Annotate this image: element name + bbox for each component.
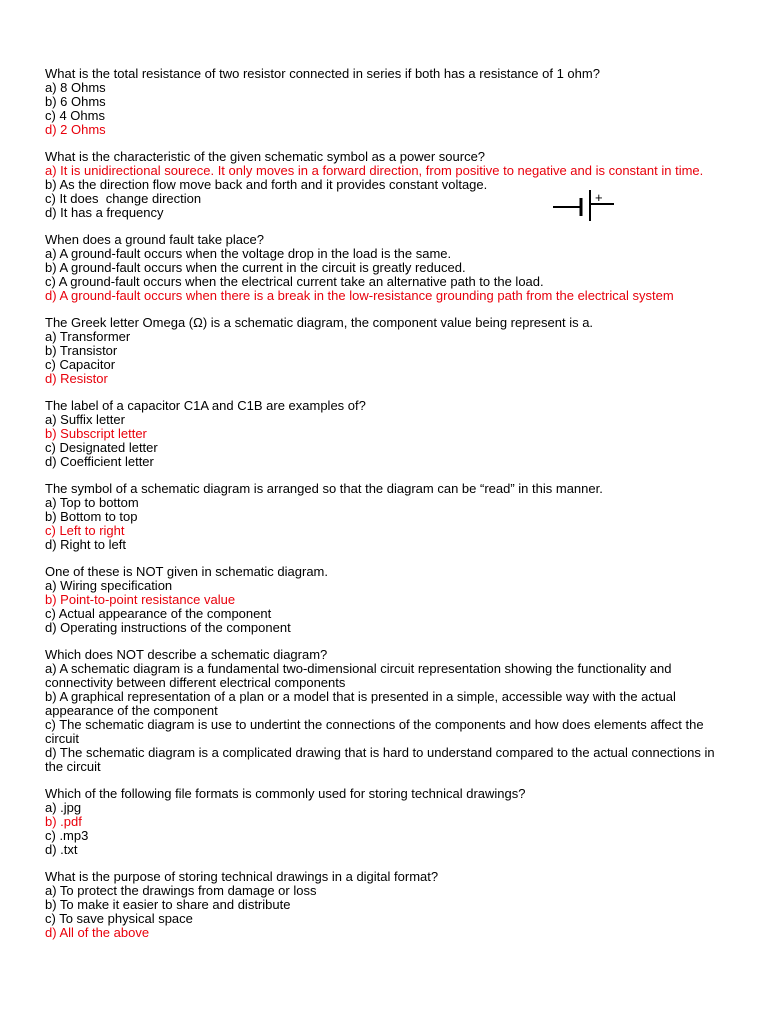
question-text: What is the characteristic of the given schematic symbol as a power source? — [45, 149, 486, 164]
answer-option-correct: d) 2 Ohms — [45, 122, 106, 137]
answer-option: a) 8 Ohms — [45, 80, 106, 95]
answer-option: b) Bottom to top — [45, 509, 138, 524]
answer-option-correct: a) It is unidirectional sourece. It only moves in a forward direction, from positive to negative and is constant in time. — [45, 163, 704, 178]
question-text: What is the purpose of storing technical drawings in a digital format? — [45, 869, 439, 884]
question-block — [45, 316, 725, 386]
answer-option: c) Capacitor — [45, 357, 116, 372]
answer-option-correct: c) Left to right — [45, 523, 125, 538]
question-text: The symbol of a schematic diagram is arranged so that the diagram can be “read” in this manner. — [45, 481, 603, 496]
answer-option: a) Wiring specification — [45, 578, 173, 593]
answer-option: b) Transistor — [45, 343, 118, 358]
answer-option: c) Designated letter — [45, 440, 158, 455]
question-text: Which of the following file formats is commonly used for storing technical drawings? — [45, 786, 526, 801]
answer-option: c) It does change direction — [45, 191, 202, 206]
answer-option: d) .txt — [45, 842, 78, 857]
question-block — [45, 648, 725, 774]
question-block — [45, 787, 725, 857]
question-block — [45, 150, 725, 220]
answer-option-correct: d) All of the above — [45, 925, 150, 940]
answer-option: d) The schematic diagram is a complicated drawing that is hard to understand compared to the actual connections in the circuit — [45, 745, 719, 774]
answer-option: d) Coefficient letter — [45, 454, 154, 469]
question-text: One of these is NOT given in schematic diagram. — [45, 564, 328, 579]
question-text: When does a ground fault take place? — [45, 232, 264, 247]
answer-option: a) To protect the drawings from damage or loss — [45, 883, 317, 898]
answer-option: a) A schematic diagram is a fundamental two-dimensional circuit representation showing the functionality and connectivity between different electrical components — [45, 661, 676, 690]
answer-option: a) Top to bottom — [45, 495, 139, 510]
answer-option: a) .jpg — [45, 800, 82, 815]
question-text: Which does NOT describe a schematic diagram? — [45, 647, 328, 662]
answer-option: a) Transformer — [45, 329, 131, 344]
battery-plus-label: + — [595, 190, 603, 205]
answer-option-correct: b) Point-to-point resistance value — [45, 592, 236, 607]
answer-option: a) A ground-fault occurs when the voltage drop in the load is the same. — [45, 246, 452, 261]
question-block — [45, 67, 725, 137]
answer-option: b) A ground-fault occurs when the current in the circuit is greatly reduced. — [45, 260, 466, 275]
answer-option: c) .mp3 — [45, 828, 89, 843]
answer-option: d) Operating instructions of the component — [45, 620, 291, 635]
question-block — [45, 482, 725, 552]
answer-option-correct: d) A ground-fault occurs when there is a break in the low-resistance grounding path from the electrical system — [45, 288, 674, 303]
answer-option: c) To save physical space — [45, 911, 193, 926]
answer-option: c) A ground-fault occurs when the electrical current take an alternative path to the load. — [45, 274, 544, 289]
question-block — [45, 565, 725, 635]
question-block — [45, 399, 725, 469]
answer-option: b) 6 Ohms — [45, 94, 106, 109]
answer-option: c) The schematic diagram is use to undertint the connections of the components and how does elements affect the circuit — [45, 717, 708, 746]
quiz-page — [45, 67, 725, 953]
answer-option-correct: b) .pdf — [45, 814, 82, 829]
question-text: The label of a capacitor C1A and C1B are examples of? — [45, 398, 366, 413]
question-text: The Greek letter Omega (Ω) is a schematic diagram, the component value being represent is a. — [45, 315, 594, 330]
answer-option: b) As the direction flow move back and forth and it provides constant voltage. — [45, 177, 488, 192]
answer-option-correct: d) Resistor — [45, 371, 108, 386]
answer-option: c) 4 Ohms — [45, 108, 105, 123]
answer-option: d) It has a frequency — [45, 205, 164, 220]
question-block — [45, 233, 725, 303]
answer-option: c) Actual appearance of the component — [45, 606, 272, 621]
question-block — [45, 870, 725, 940]
answer-option: d) Right to left — [45, 537, 126, 552]
answer-option: b) A graphical representation of a plan or a model that is presented in a simple, accessible way with the actual appearance of the component — [45, 689, 680, 718]
answer-option-correct: b) Subscript letter — [45, 426, 147, 441]
dc-battery-symbol-icon — [552, 188, 616, 222]
answer-option: b) To make it easier to share and distribute — [45, 897, 291, 912]
answer-option: a) Suffix letter — [45, 412, 125, 427]
question-text: What is the total resistance of two resistor connected in series if both has a resistance of 1 ohm? — [45, 66, 600, 81]
